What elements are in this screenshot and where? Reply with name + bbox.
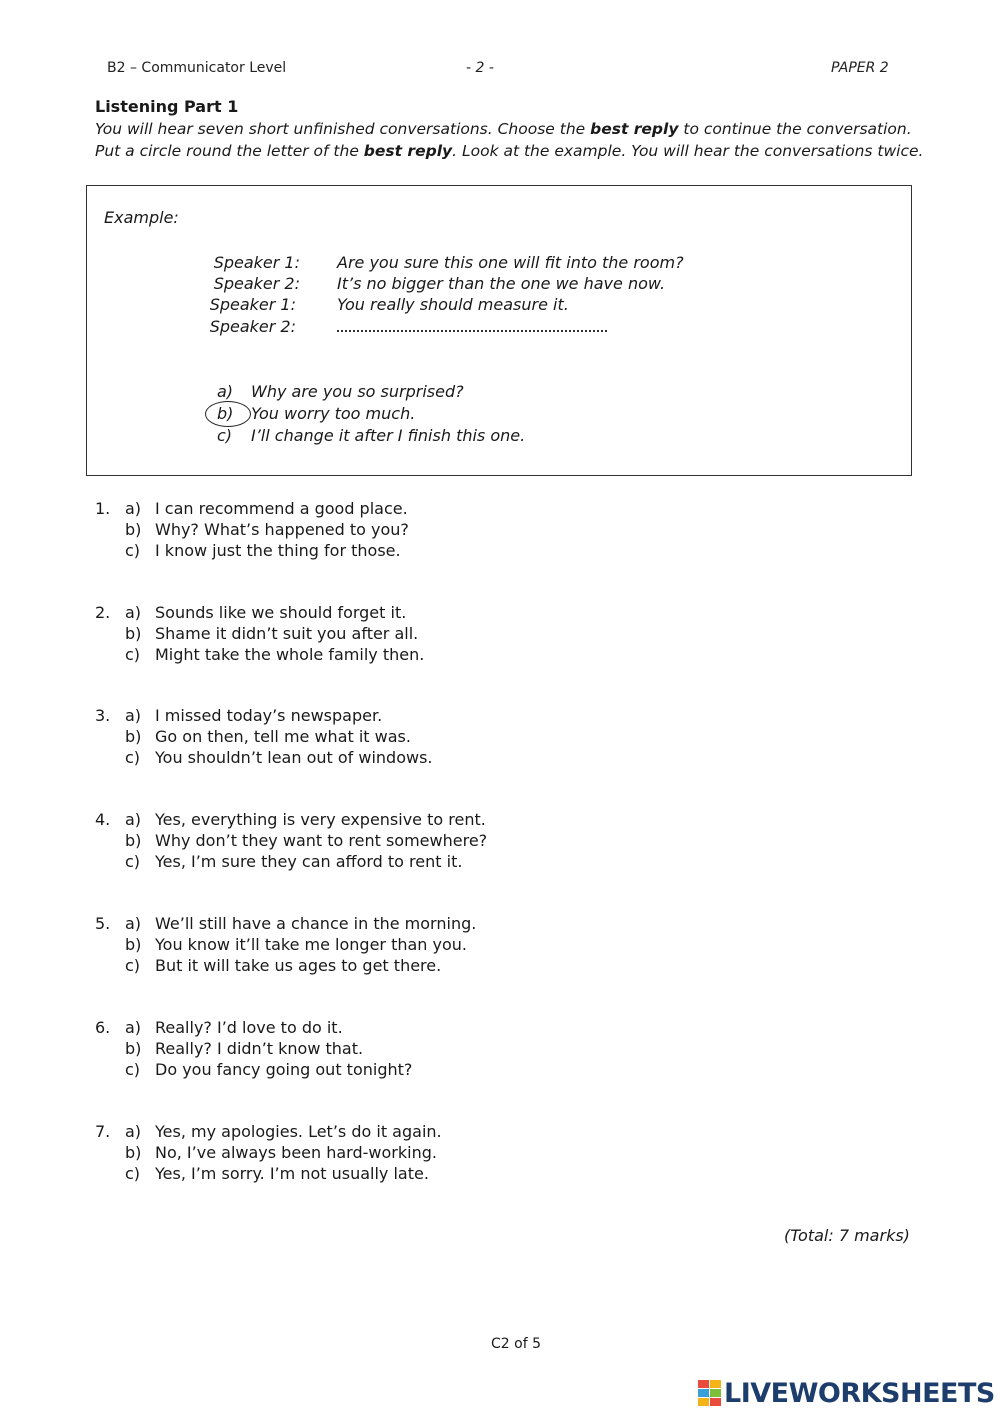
question-number: 2. bbox=[95, 603, 111, 622]
speaker-text: Are you sure this one will fit into the room? bbox=[337, 253, 684, 272]
section-title: Listening Part 1 bbox=[95, 97, 239, 116]
instructions bbox=[95, 118, 925, 162]
answer-option[interactable]: b) Why don’t they want to rent somewhere? bbox=[125, 831, 488, 850]
brand-name[interactable]: LIVEWORKSHEETS bbox=[724, 1378, 995, 1409]
answer-option[interactable]: a) Yes, everything is very expensive to rent. bbox=[125, 810, 486, 829]
option-letter: a) bbox=[217, 382, 234, 401]
answer-option[interactable]: a) I missed today’s newspaper. bbox=[125, 706, 383, 725]
total-marks: (Total: 7 marks) bbox=[784, 1226, 910, 1245]
speaker-text: You really should measure it. bbox=[337, 295, 569, 314]
speaker-text: It’s no bigger than the one we have now. bbox=[337, 274, 666, 293]
answer-option[interactable]: a) I can recommend a good place. bbox=[125, 499, 408, 518]
option-letter: b) bbox=[217, 404, 234, 423]
answer-option[interactable]: c) Do you fancy going out tonight? bbox=[125, 1060, 413, 1079]
answer-option[interactable]: c) Might take the whole family then. bbox=[125, 645, 425, 664]
example-box bbox=[86, 185, 912, 476]
answer-option[interactable]: b) Shame it didn’t suit you after all. bbox=[125, 624, 419, 643]
instructions-line-2: Put a circle round the letter of the best reply. Look at the example. You will hear the conversations twice. bbox=[95, 142, 924, 160]
answer-option[interactable]: b) No, I’ve always been hard-working. bbox=[125, 1143, 437, 1162]
header-level: B2 – Communicator Level bbox=[107, 60, 287, 76]
answer-option[interactable]: c) You shouldn’t lean out of windows. bbox=[125, 748, 433, 767]
answer-option[interactable]: b) Go on then, tell me what it was. bbox=[125, 727, 411, 746]
liveworksheets-logo-icon bbox=[698, 1380, 722, 1406]
answer-option[interactable]: a) We’ll still have a chance in the morning. bbox=[125, 914, 477, 933]
answer-option[interactable]: a) Sounds like we should forget it. bbox=[125, 603, 407, 622]
answer-option[interactable]: a) Yes, my apologies. Let’s do it again. bbox=[125, 1122, 442, 1141]
option-text: Why are you so surprised? bbox=[251, 382, 464, 401]
speaker-label: Speaker 1: bbox=[209, 295, 296, 314]
answer-option[interactable]: c) I know just the thing for those. bbox=[125, 541, 401, 560]
question-number: 6. bbox=[95, 1018, 111, 1037]
option-text: I’ll change it after I finish this one. bbox=[251, 426, 526, 445]
answer-option[interactable]: c) But it will take us ages to get there. bbox=[125, 956, 442, 975]
question-number: 4. bbox=[95, 810, 111, 829]
answer-option[interactable]: b) Why? What’s happened to you? bbox=[125, 520, 409, 539]
question-number: 5. bbox=[95, 914, 111, 933]
question-number: 1. bbox=[95, 499, 111, 518]
question-number: 7. bbox=[95, 1122, 111, 1141]
answer-option[interactable]: c) Yes, I’m sure they can afford to rent it. bbox=[125, 852, 463, 871]
speaker-label: Speaker 1: bbox=[213, 253, 300, 272]
speaker-label: Speaker 2: bbox=[209, 317, 296, 336]
footer-page: C2 of 5 bbox=[491, 1336, 541, 1352]
example-label: Example: bbox=[104, 208, 179, 227]
header-page-number: - 2 - bbox=[466, 60, 494, 76]
speaker-label: Speaker 2: bbox=[213, 274, 300, 293]
answer-blank bbox=[337, 330, 607, 332]
option-letter: c) bbox=[217, 426, 233, 445]
answer-option[interactable]: b) You know it’ll take me longer than you. bbox=[125, 935, 467, 954]
instructions-line-1: You will hear seven short unfinished conversations. Choose the best reply to continue the conversation. bbox=[95, 120, 912, 138]
question-number: 3. bbox=[95, 706, 111, 725]
answer-option[interactable]: a) Really? I’d love to do it. bbox=[125, 1018, 343, 1037]
option-text: You worry too much. bbox=[251, 404, 416, 423]
header-paper: PAPER 2 bbox=[831, 60, 889, 76]
answer-option[interactable]: c) Yes, I’m sorry. I’m not usually late. bbox=[125, 1164, 429, 1183]
answer-option[interactable]: b) Really? I didn’t know that. bbox=[125, 1039, 364, 1058]
